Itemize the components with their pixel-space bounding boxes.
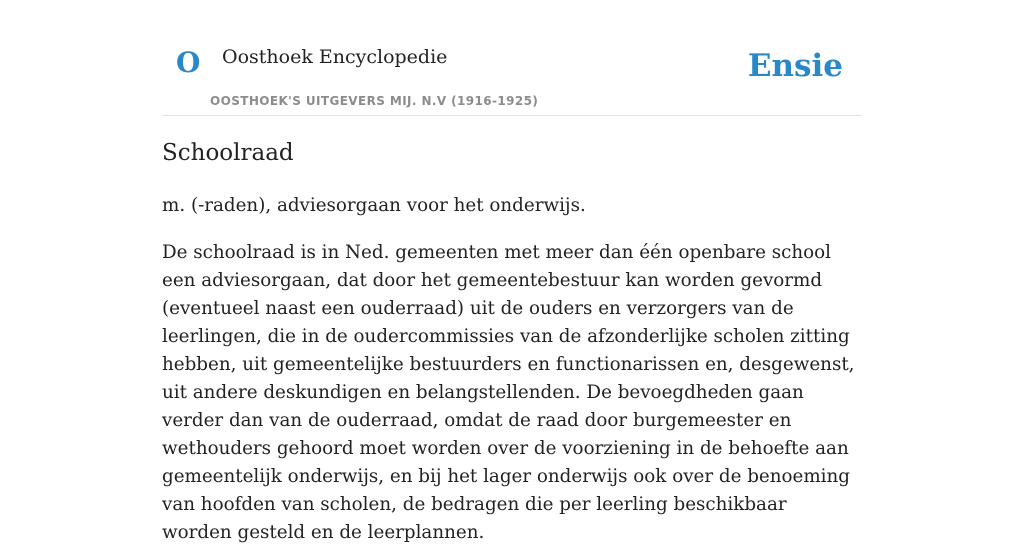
source-title-link[interactable]: Oosthoek Encyclopedie [222,46,448,68]
source-subtitle: OOSTHOEK'S UITGEVERS MIJ. N.V (1916-1925) [210,94,539,108]
content-container [162,0,862,543]
source-logo[interactable]: O [176,46,201,79]
entry-definition: m. (-raden), adviesorgaan voor het onderwijs. [162,195,586,216]
entry-body-paragraph: De schoolraad is in Ned. gemeenten met meer dan één openbare school een adviesorgaan, dat door het gemeentebestuur kan worden gevormd (eventueel naast een ouderraad) uit de ouders en verzorgers van de leerlingen, die in de oudercommissies van de afzonderlijke scholen zitting hebben, uit gemeentelijke bestuurders en functionarissen en, desgewenst, uit andere deskundigen en belangstellenden. De bevoegdheden gaan verder dan van de ouderraad, omdat de raad door burgemeester en wethouders gehoord moet worden over de voorziening in de behoefte aan gemeentelijk onderwijs, en bij het lager onderwijs ook over de benoeming van hoofden van scholen, de bedragen die per leerling beschikbaar worden gesteld en de leerplannen. [162,242,855,543]
source-header [162,0,862,116]
ensie-logo-link[interactable]: Ensie [747,48,843,84]
entry-title: Schoolraad [162,140,294,166]
